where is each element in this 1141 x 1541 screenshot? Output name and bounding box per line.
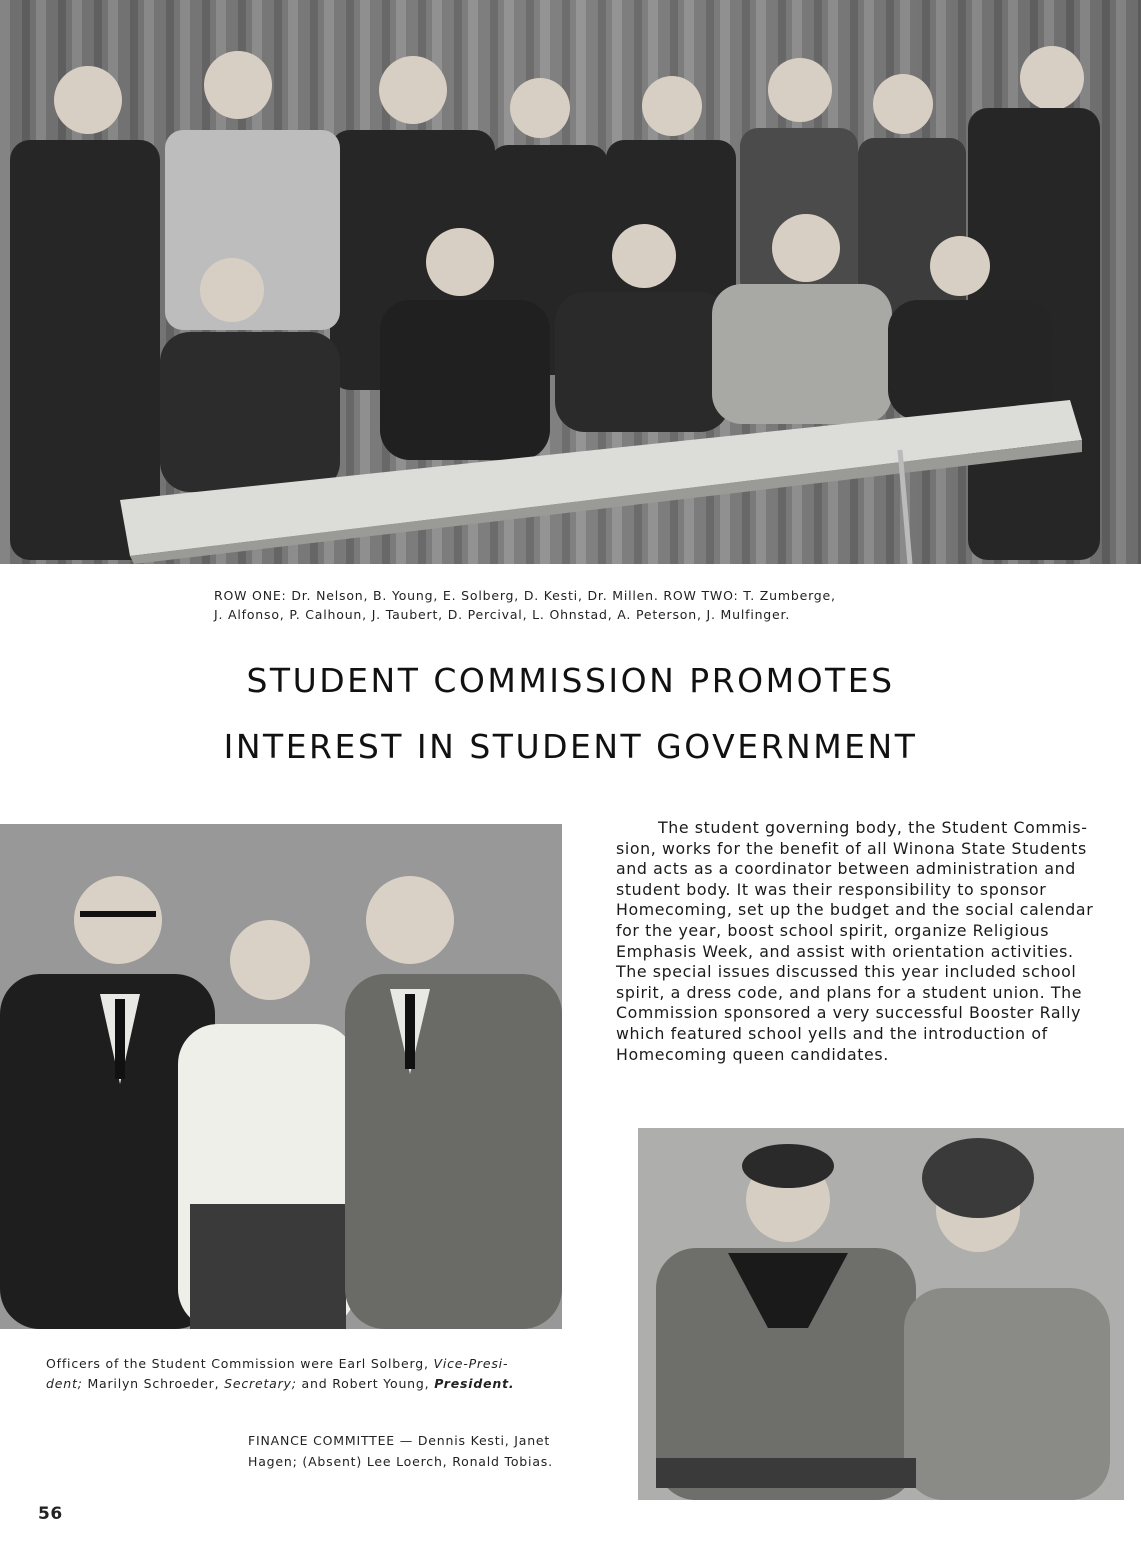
officers-photo — [0, 824, 562, 1329]
body-line-11: which featured school yells and the introduction of — [616, 1023, 1048, 1043]
group-photo-image — [0, 0, 1141, 564]
officers-caption-title-vp-1: Vice-Presi- — [433, 1356, 509, 1371]
body-line-5: Homecoming, set up the budget and the social calendar — [616, 900, 1094, 920]
officers-caption-text-2: Marilyn Schroeder, — [82, 1376, 225, 1391]
body-line-3: and acts as a coordinator between administration and — [616, 859, 1076, 879]
body-line-12: Homecoming queen candidates. — [616, 1044, 889, 1064]
group-caption-line-1: ROW ONE: Dr. Nelson, B. Young, E. Solberg, D. Kesti, Dr. Millen. ROW TWO: T. Zumberge, — [214, 588, 836, 603]
officers-caption — [46, 1354, 530, 1394]
headline-line-1: STUDENT COMMISSION PROMOTES — [246, 661, 895, 700]
group-caption-line-2: J. Alfonso, P. Calhoun, J. Taubert, D. Percival, L. Ohnstad, A. Peterson, J. Mulfinger. — [214, 607, 791, 622]
body-line-8: The special issues discussed this year included school — [616, 962, 1077, 982]
officers-caption-line-1 — [46, 1354, 530, 1374]
finance-committee-caption — [248, 1430, 600, 1472]
group-photo-caption — [214, 586, 934, 624]
officers-caption-text-1: Officers of the Student Commission were Earl Solberg, — [46, 1356, 434, 1371]
body-line-2: sion, works for the benefit of all Winona State Students — [616, 838, 1087, 858]
body-line-4: student body. It was their responsibility to sponsor — [616, 879, 1047, 899]
finance-caption-line-1: FINANCE COMMITTEE — Dennis Kesti, Janet — [248, 1433, 551, 1448]
finance-caption-line-2: Hagen; (Absent) Lee Loerch, Ronald Tobias. — [248, 1454, 553, 1469]
body-line-1: The student governing body, the Student Commis- — [658, 818, 1088, 837]
finance-photo-image — [638, 1128, 1124, 1500]
body-line-9: spirit, a dress code, and plans for a student union. The — [616, 982, 1083, 1002]
group-photo — [0, 0, 1141, 564]
officers-caption-text-3: and Robert Young, — [296, 1376, 435, 1391]
article-body — [616, 818, 1106, 1065]
body-line-6: for the year, boost school spirit, organize Religious — [616, 920, 1050, 940]
officers-caption-title-vp-2: dent; — [46, 1376, 83, 1391]
body-line-10: Commission sponsored a very successful Booster Rally — [616, 1003, 1082, 1023]
officers-caption-title-president: President. — [434, 1376, 515, 1391]
page-number: 56 — [38, 1504, 63, 1524]
officers-photo-image — [0, 824, 562, 1329]
officers-caption-title-secretary: Secretary; — [224, 1376, 297, 1391]
finance-committee-photo — [638, 1128, 1124, 1500]
officers-caption-line-2 — [46, 1374, 530, 1394]
body-line-7: Emphasis Week, and assist with orientation activities. — [616, 941, 1074, 961]
headline-line-2: INTEREST IN STUDENT GOVERNMENT — [223, 727, 918, 766]
